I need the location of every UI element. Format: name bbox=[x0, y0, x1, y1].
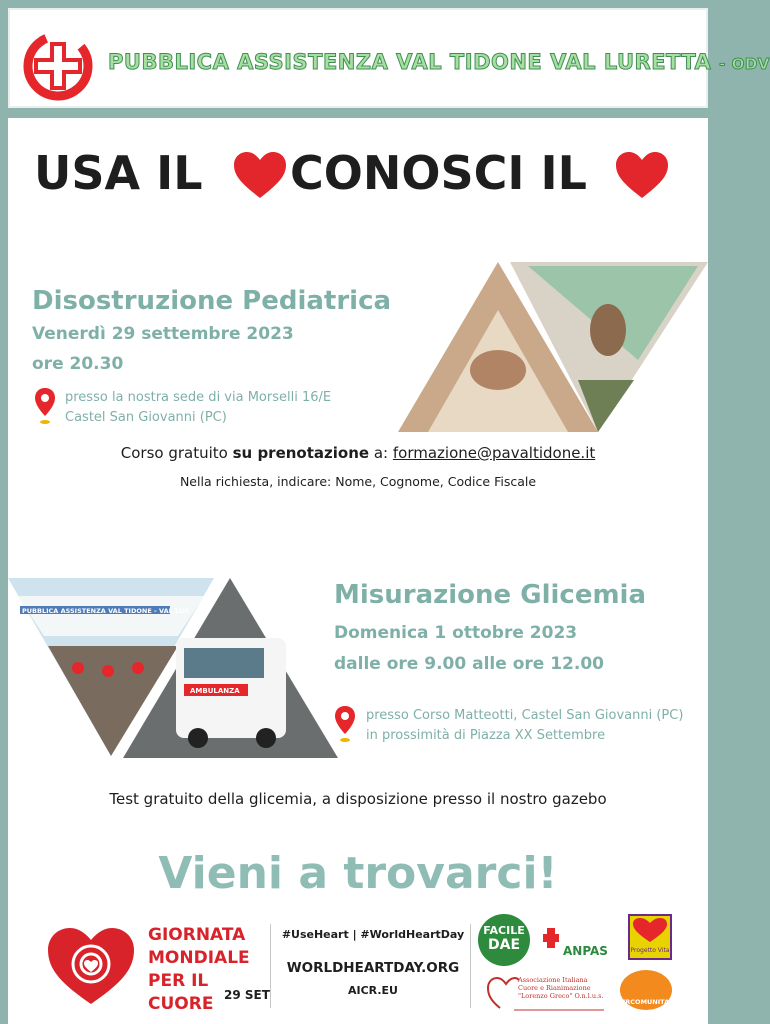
location-pin-icon bbox=[34, 386, 56, 426]
hashtags: #UseHeart | #WorldHeartDay bbox=[281, 928, 465, 941]
world-heart-logo bbox=[46, 926, 136, 1006]
divider bbox=[470, 924, 471, 1008]
headline-part-1: USA IL bbox=[34, 146, 203, 200]
progetto-vita-label: Progetto Vita bbox=[630, 947, 670, 954]
red-cross-logo bbox=[18, 28, 98, 108]
dae-badge: FACILE DAE bbox=[478, 914, 530, 966]
anpas-label: ANPAS bbox=[563, 944, 608, 958]
aicr-website[interactable]: AICR.EU bbox=[348, 984, 398, 997]
headline bbox=[34, 146, 684, 206]
event2-time: dalle ore 9.00 alle ore 12.00 bbox=[334, 654, 604, 674]
location-pin-icon bbox=[334, 704, 356, 744]
event2-title: Misurazione Glicemia bbox=[334, 580, 646, 610]
gazebo-banner-text: PUBBLICA ASSISTENZA VAL TIDONE - VAL LUR bbox=[22, 607, 190, 615]
event2-photos bbox=[8, 576, 338, 761]
header-banner bbox=[8, 8, 770, 108]
booking-note: Nella richiesta, indicare: Nome, Cognome, Codice Fiscale bbox=[179, 474, 537, 489]
organization-name: PUBBLICA ASSISTENZA VAL TIDONE VAL LURETTA - ODV bbox=[108, 50, 770, 74]
event1-time: ore 20.30 bbox=[32, 354, 124, 374]
event2-description: Test gratuito della glicemia, a disposizione presso il nostro gazebo bbox=[109, 790, 607, 808]
event2-place: presso Corso Matteotti, Castel San Giovanni (PC) in prossimità di Piazza XX Settembre bbox=[366, 708, 684, 743]
booking-line: Corso gratuito su prenotazione a: formazione@pavaltidone.it bbox=[120, 444, 596, 462]
divider bbox=[270, 924, 271, 1008]
ambulance-label-text: AMBULANZA bbox=[190, 687, 240, 695]
ircomunita-label: IRCOMUNITA bbox=[622, 998, 670, 1006]
heart-icon bbox=[614, 150, 670, 200]
booking-email-link[interactable]: formazione@pavaltidone.it bbox=[392, 444, 596, 462]
aic-label: Associazione Italiana Cuore e Rianimazione "Lorenzo Greco" O.n.l.u.s. bbox=[518, 976, 604, 1000]
world-heart-day-date: 29 SET bbox=[224, 988, 270, 1002]
world-heart-website[interactable]: WORLDHEARTDAY.ORG bbox=[286, 960, 460, 976]
heart-icon bbox=[630, 916, 670, 944]
event1-photos bbox=[398, 260, 708, 435]
heart-icon bbox=[232, 150, 288, 200]
call-to-action: Vieni a trovarci! bbox=[158, 848, 558, 899]
world-heart-day-title: GIORNATA MONDIALE PER IL CUORE bbox=[148, 925, 250, 1014]
event1-date: Venerdì 29 settembre 2023 bbox=[32, 324, 294, 344]
event1-title: Disostruzione Pediatrica bbox=[32, 286, 392, 316]
event1-place: presso la nostra sede di via Morselli 16/E Castel San Giovanni (PC) bbox=[65, 390, 332, 425]
event2-date: Domenica 1 ottobre 2023 bbox=[334, 623, 578, 643]
headline-part-2: CONOSCI IL bbox=[290, 146, 587, 200]
flyer-body bbox=[8, 118, 708, 1024]
